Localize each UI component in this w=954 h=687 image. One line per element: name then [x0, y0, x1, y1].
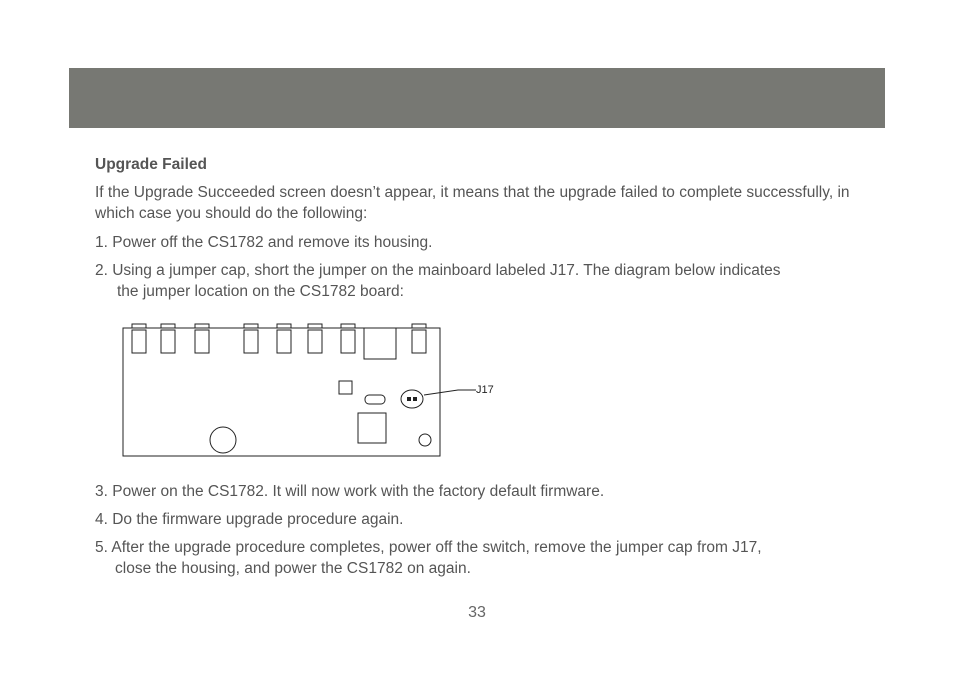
step-5: [95, 537, 875, 579]
j17-jumper-pins: [407, 397, 417, 401]
step-4: [95, 509, 875, 530]
step-1-text: 1. Power off the CS1782 and remove its housing.: [95, 234, 433, 251]
oval-component: [365, 395, 385, 404]
main-content: [95, 154, 875, 309]
round-component: [210, 427, 236, 453]
header-bar: [69, 68, 885, 128]
mount-hole: [419, 434, 431, 446]
board-outline: [123, 328, 440, 456]
step-3: [95, 481, 875, 502]
step-5-continuation: close the housing, and power the CS1782 on again.: [115, 560, 471, 577]
step-2-text: 2. Using a jumper cap, short the jumper on the mainboard labeled J17. The diagram below indicates: [95, 262, 781, 279]
intro-paragraph: If the Upgrade Succeeded screen doesn’t appear, it means that the upgrade failed to complete successfully, in which case you should do the following:: [95, 184, 850, 222]
lower-steps: [95, 481, 875, 586]
section-heading: Upgrade Failed: [95, 156, 207, 173]
step-3-text: 3. Power on the CS1782. It will now work with the factory default firmware.: [95, 483, 605, 500]
j17-pointer-line: [424, 390, 476, 395]
page-number: 33: [468, 604, 486, 621]
step-4-text: 4. Do the firmware upgrade procedure again.: [95, 511, 404, 528]
port-row: [132, 324, 426, 359]
step-2: [95, 260, 875, 302]
step-5-text: 5. After the upgrade procedure completes, power off the switch, remove the jumper cap from J17,: [95, 539, 762, 556]
chip-component: [358, 413, 386, 443]
j17-label: J17: [476, 384, 494, 396]
step-2-continuation: the jumper location on the CS1782 board:: [117, 283, 404, 300]
step-1: [95, 232, 875, 253]
small-square-component: [339, 381, 352, 394]
j17-jumper-outline: [401, 390, 423, 408]
board-diagram: [118, 320, 518, 465]
